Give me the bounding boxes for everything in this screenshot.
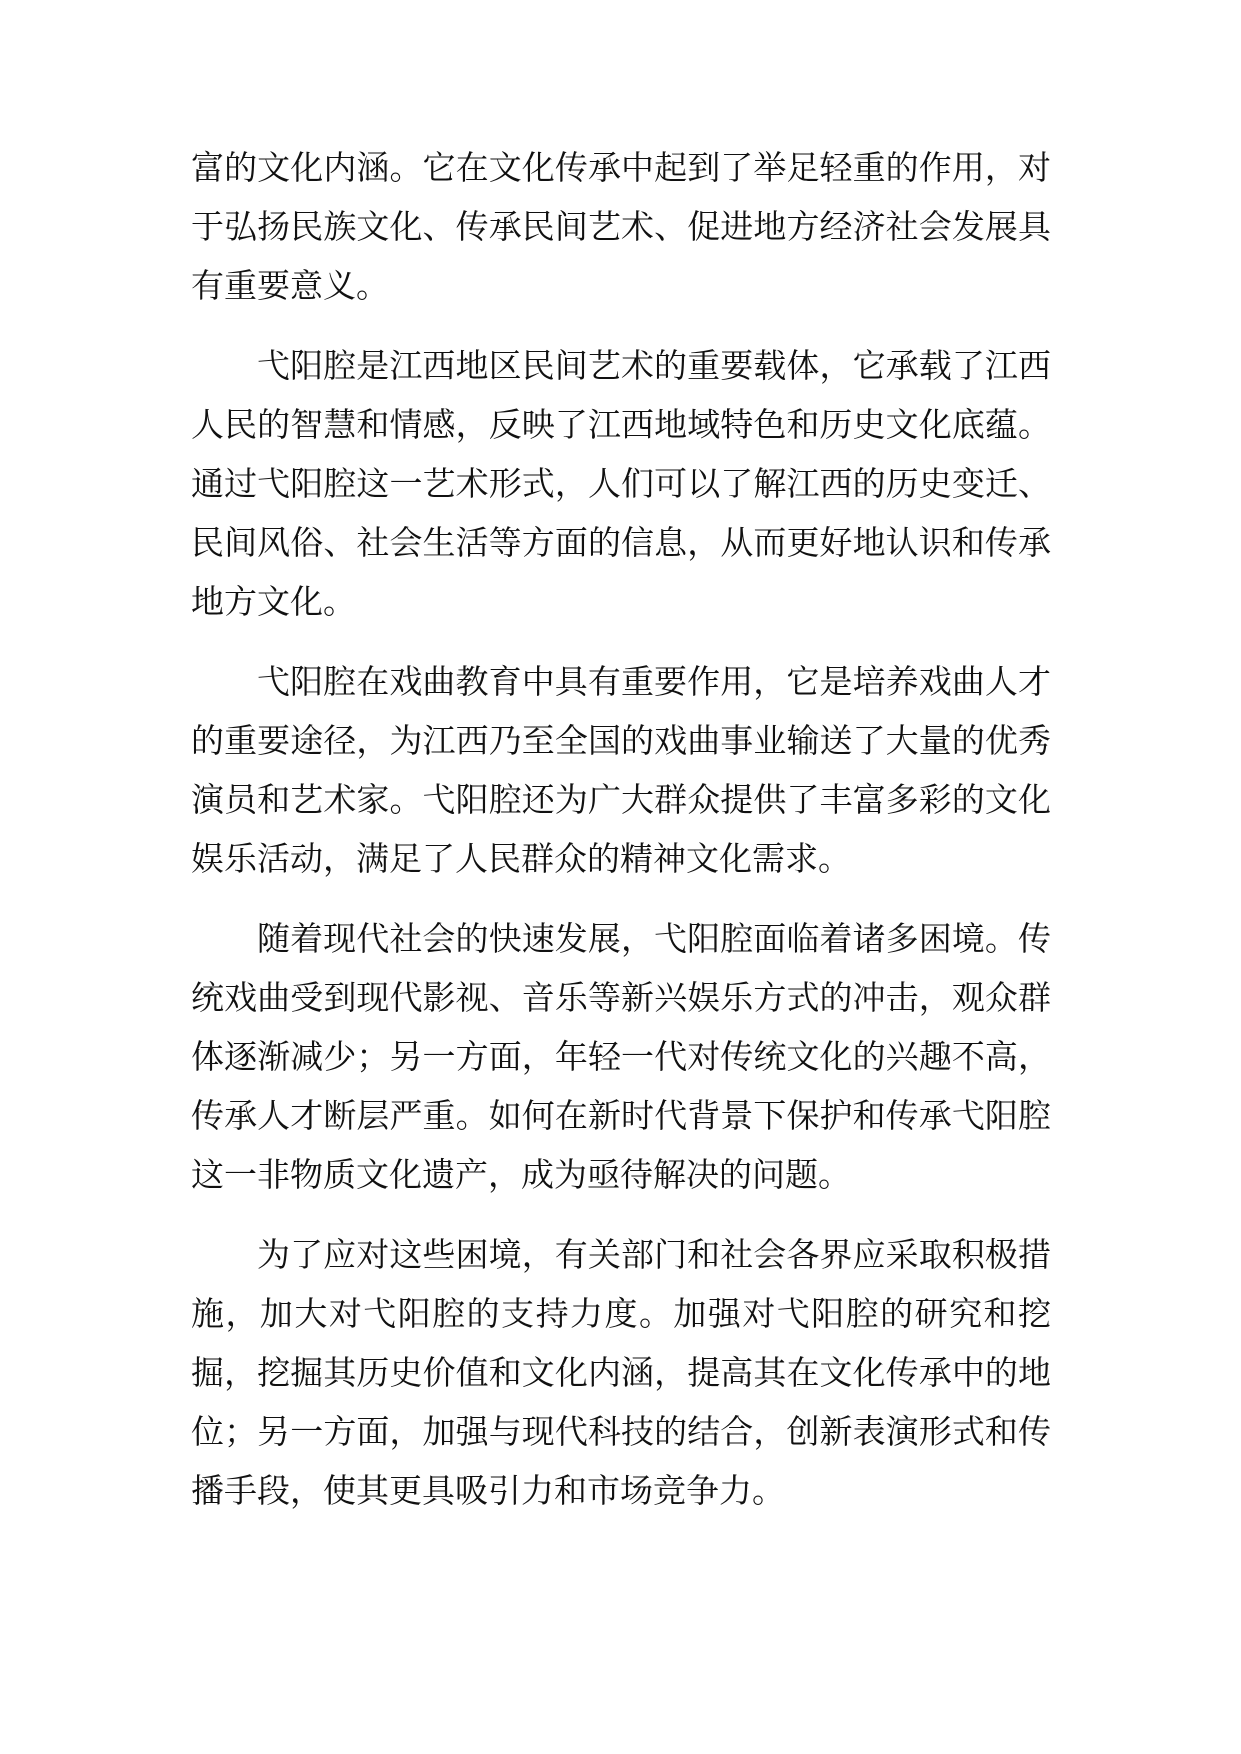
document-body (191, 138, 1051, 1541)
paragraph: 为了应对这些困境，有关部门和社会各界应采取积极措施，加大对弋阳腔的支持力度。加强对弋阳腔的研究和挖掘，挖掘其历史价值和文化内涵，提高其在文化传承中的地位；另一方面，加强与现代科技的结合，创新表演形式和传播手段，使其更具吸引力和市场竞争力。 (191, 1235, 1051, 1510)
paragraph: 随着现代社会的快速发展，弋阳腔面临着诸多困境。传统戏曲受到现代影视、音乐等新兴娱乐方式的冲击，观众群体逐渐减少；另一方面，年轻一代对传统文化的兴趣不高，传承人才断层严重。如何在新时代背景下保护和传承弋阳腔这一非物质文化遗产，成为亟待解决的问题。 (191, 919, 1051, 1194)
paragraph: 弋阳腔是江西地区民间艺术的重要载体，它承载了江西人民的智慧和情感，反映了江西地域特色和历史文化底蕴。通过弋阳腔这一艺术形式，人们可以了解江西的历史变迁、民间风俗、社会生活等方面的信息，从而更好地认识和传承地方文化。 (191, 346, 1051, 621)
paragraph-continued: 富的文化内涵。它在文化传承中起到了举足轻重的作用，对于弘扬民族文化、传承民间艺术、促进地方经济社会发展具有重要意义。 (191, 148, 1051, 305)
paragraph: 弋阳腔在戏曲教育中具有重要作用，它是培养戏曲人才的重要途径，为江西乃至全国的戏曲事业输送了大量的优秀演员和艺术家。弋阳腔还为广大群众提供了丰富多彩的文化娱乐活动，满足了人民群众的精神文化需求。 (191, 662, 1051, 878)
